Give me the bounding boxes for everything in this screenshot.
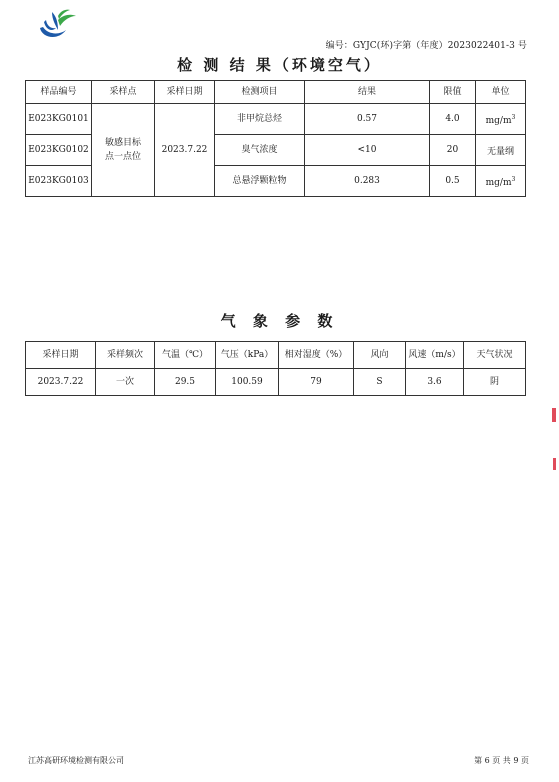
header-cell: 限值 <box>430 81 476 104</box>
header-cell: 检测项目 <box>215 81 305 104</box>
results-table <box>25 80 526 197</box>
data-cell: 一次 <box>96 369 155 396</box>
result-cell: 0.283 <box>305 166 430 197</box>
document-number: 编号：GYJC(环)字第（年度）2023022401-3 号 <box>325 41 527 51</box>
data-cell: 3.6 <box>406 369 464 396</box>
footer-page-number: 第 6 页 共 9 页 <box>474 756 529 765</box>
header-cell: 采样频次 <box>96 342 155 369</box>
unit-cell <box>476 135 526 166</box>
unit-superscript: 3 <box>511 113 516 121</box>
limit-cell: 20 <box>430 135 476 166</box>
header-cell: 采样日期 <box>155 81 215 104</box>
weather-table-header <box>26 342 526 369</box>
company-logo-icon <box>34 8 78 42</box>
weather-table <box>25 341 526 396</box>
sample-id-cell: E023KG0103 <box>26 166 92 197</box>
header-cell: 天气状况 <box>464 342 526 369</box>
data-cell: 阴 <box>464 369 526 396</box>
header-cell: 风速（m/s） <box>406 342 464 369</box>
table-row <box>26 104 526 135</box>
table-row <box>26 369 526 396</box>
stamp-edge-mark <box>552 408 556 422</box>
header-cell: 相对湿度（%） <box>279 342 354 369</box>
data-cell: 100.59 <box>216 369 279 396</box>
sample-date-cell: 2023.7.22 <box>155 104 215 197</box>
unit-superscript: 3 <box>511 175 516 183</box>
weather-table-title: 气 象 参 数 <box>220 312 339 330</box>
header-cell: 气压（kPa） <box>216 342 279 369</box>
data-cell: 29.5 <box>155 369 216 396</box>
unit-text: 无量纲 <box>486 146 514 157</box>
header-cell: 采样日期 <box>26 342 96 369</box>
header-cell: 结果 <box>305 81 430 104</box>
footer-company: 江苏高研环境检测有限公司 <box>28 756 124 765</box>
sample-point-cell <box>92 104 155 197</box>
test-item-cell: 总悬浮颗粒物 <box>215 166 305 197</box>
test-item-cell: 臭气浓度 <box>215 135 305 166</box>
limit-cell: 4.0 <box>430 104 476 135</box>
unit-cell <box>476 104 526 135</box>
header-cell: 风向 <box>354 342 406 369</box>
header-cell: 样品编号 <box>26 81 92 104</box>
header-cell: 采样点 <box>92 81 155 104</box>
test-item-cell: 非甲烷总烃 <box>215 104 305 135</box>
unit-text: mg/m <box>485 177 512 188</box>
unit-cell <box>476 166 526 197</box>
results-table-header <box>26 81 526 104</box>
data-cell: 79 <box>279 369 354 396</box>
result-cell: <10 <box>305 135 430 166</box>
sample-id-cell: E023KG0102 <box>26 135 92 166</box>
result-cell: 0.57 <box>305 104 430 135</box>
results-table-title: 检 测 结 果（环境空气） <box>177 56 382 74</box>
header-cell: 单位 <box>476 81 526 104</box>
data-cell: S <box>354 369 406 396</box>
unit-text: mg/m <box>485 115 512 126</box>
limit-cell: 0.5 <box>430 166 476 197</box>
sample-id-cell: E023KG0101 <box>26 104 92 135</box>
data-cell: 2023.7.22 <box>26 369 96 396</box>
header-cell: 气温（℃） <box>155 342 216 369</box>
stamp-edge-mark <box>553 458 556 470</box>
sample-point-text: 敏感目标点一点位 <box>104 138 141 162</box>
